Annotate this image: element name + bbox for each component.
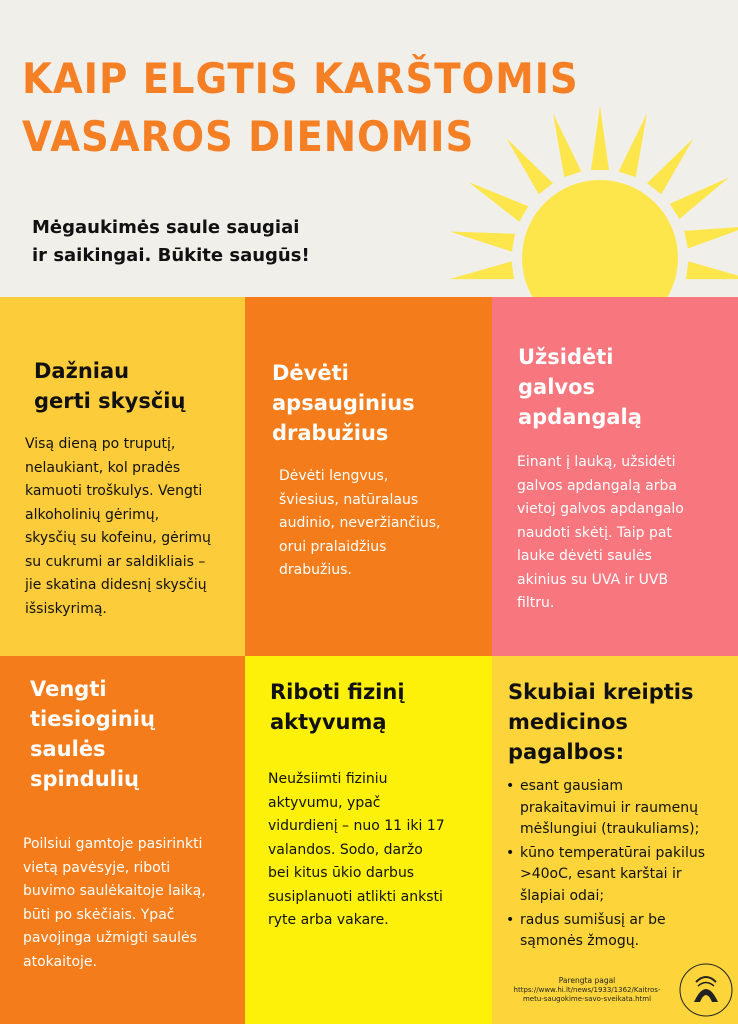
source-link[interactable]: https://www.hi.lt/news/1933/1362/Kaitros- <box>513 985 661 994</box>
title-line: KAIP ELGTIS KARŠTOMIS <box>22 54 579 103</box>
sun-ray <box>684 226 738 248</box>
tip-heading: Dažniau gerti skysčių <box>34 359 186 413</box>
sun-ray <box>450 232 515 252</box>
tip-heading: Riboti fizinį aktyvumą <box>270 680 405 734</box>
sun-ray <box>591 106 609 170</box>
list-item: • esant gausiam prakaitavimui ir raumenų mėšlungiui (traukuliams); <box>506 776 738 841</box>
tip-heading: Vengti tiesioginių saulės spindulių <box>30 677 155 791</box>
title-line: VASAROS DIENOMIS <box>22 112 475 161</box>
sun-ray <box>468 182 528 222</box>
tip-heading: Užsidėti galvos apdangalą <box>518 345 642 429</box>
sun-ray <box>506 138 552 194</box>
sun-ray <box>647 138 693 194</box>
sun-ray <box>553 113 581 177</box>
tip-heading: Dėvėti apsauginius drabužius <box>272 361 415 445</box>
tip-text: Poilsiui gamtoje pasirinkti vietą pavėsyje, riboti buvimo saulėkaitoje laiką, būti po skėčiais. Ypač pavojinga užmigti saulės atokaitoje. <box>23 836 206 970</box>
tip-text: Neužsiimti fiziniu aktyvumu, ypač vidurdienį – nuo 11 iki 17 valandos. Sodo, daržo bei kitus ūkio darbus susiplanuoti atlikti anksti ryte arba vakare. <box>268 771 445 928</box>
source-note <box>498 976 676 1005</box>
sun-ray <box>670 177 729 219</box>
list-item: • radus sumišusį ar be sąmonės žmogų. <box>506 910 738 953</box>
subtitle: Mėgaukimės saule saugiai ir saikingai. Būkite saugūs! <box>32 217 310 266</box>
health-bureau-logo <box>678 962 734 1018</box>
sun-ray <box>449 261 514 279</box>
tip-heading: Skubiai kreiptis medicinos pagalbos: <box>508 680 694 764</box>
tip-text: Einant į lauką, užsidėti galvos apdangalą arba vietoj galvos apdangalo naudoti skėtį. Taip pat lauke dėvėti saulės akinius su UVA ir UVB filtru. <box>517 454 684 611</box>
tip-text: Dėvėti lengvus, šviesius, natūralaus audinio, neveržiančius, orui pralaidžius drabužius. <box>279 468 441 578</box>
source-label: Parengta pagal <box>558 976 616 985</box>
medical-help-list <box>506 776 738 955</box>
sun-ray <box>619 113 647 177</box>
source-link[interactable]: metu-saugokime-savo-sveikata.html <box>522 995 652 1003</box>
tip-text: Visą dieną po truputį, nelaukiant, kol pradės kamuoti troškulys. Vengti alkoholinių gėrimų, skysčių su kofeinu, gėrimų su cukrumi ar saldikliais – jie skatina didesnį skysčių išsiskyrimą. <box>25 436 211 617</box>
list-item: • kūno temperatūrai pakilus >40oC, esant karštai ir šlapiai odai; <box>506 843 738 908</box>
sun-ray <box>686 261 738 279</box>
